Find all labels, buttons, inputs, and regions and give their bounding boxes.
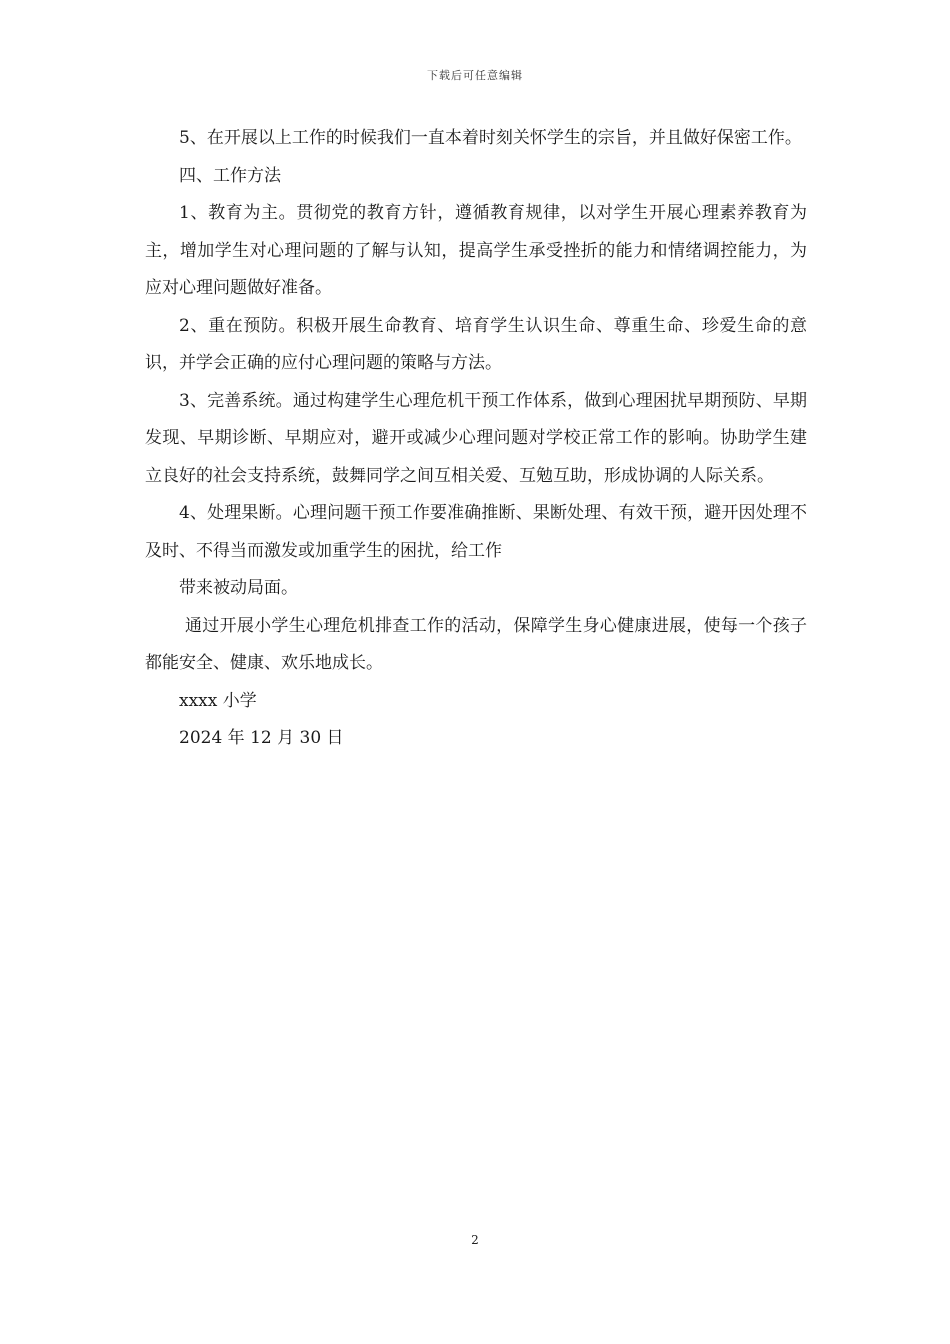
paragraph-conclusion: 通过开展小学生心理危机排查工作的活动，保障学生身心健康进展，使每一个孩子都能安全、健康、欢乐地成长。 — [145, 615, 807, 673]
paragraph-item-5: 5、在开展以上工作的时候我们一直本着时刻关怀学生的宗旨，并且做好保密工作。 — [179, 128, 802, 148]
paragraph-method-2: 2、重在预防。积极开展生命教育、培育学生认识生命、尊重生命、珍爱生命的意识，并学会正确的应付心理问题的策略与方法。 — [145, 315, 807, 373]
signature-school: xxxx 小学 — [179, 690, 257, 711]
paragraph-method-3: 3、完善系统。通过构建学生心理危机干预工作体系，做到心理困扰早期预防、早期发现、早期诊断、早期应对，避开或减少心理问题对学校正常工作的影响。协助学生建立良好的社会支持系统，鼓舞同学之间互相关爱、互勉互助，形成协调的人际关系。 — [145, 390, 807, 486]
page-header: 下载后可任意编辑 — [427, 69, 523, 82]
document-body — [145, 120, 807, 758]
signature-date: 2024 年 12 月 30 日 — [179, 728, 344, 748]
paragraph-method-4-continued: 带来被动局面。 — [179, 578, 298, 598]
paragraph-method-4: 4、处理果断。心理问题干预工作要准确推断、果断处理、有效干预，避开因处理不及时、不得当而激发或加重学生的困扰，给工作 — [145, 503, 807, 561]
section-heading-work-methods: 四、工作方法 — [179, 165, 281, 186]
paragraph-method-1: 1、教育为主。贯彻党的教育方针，遵循教育规律，以对学生开展心理素养教育为主，增加学生对心理问题的了解与认知，提高学生承受挫折的能力和情绪调控能力，为应对心理问题做好准备。 — [145, 203, 807, 298]
page-number: 2 — [471, 1233, 479, 1247]
